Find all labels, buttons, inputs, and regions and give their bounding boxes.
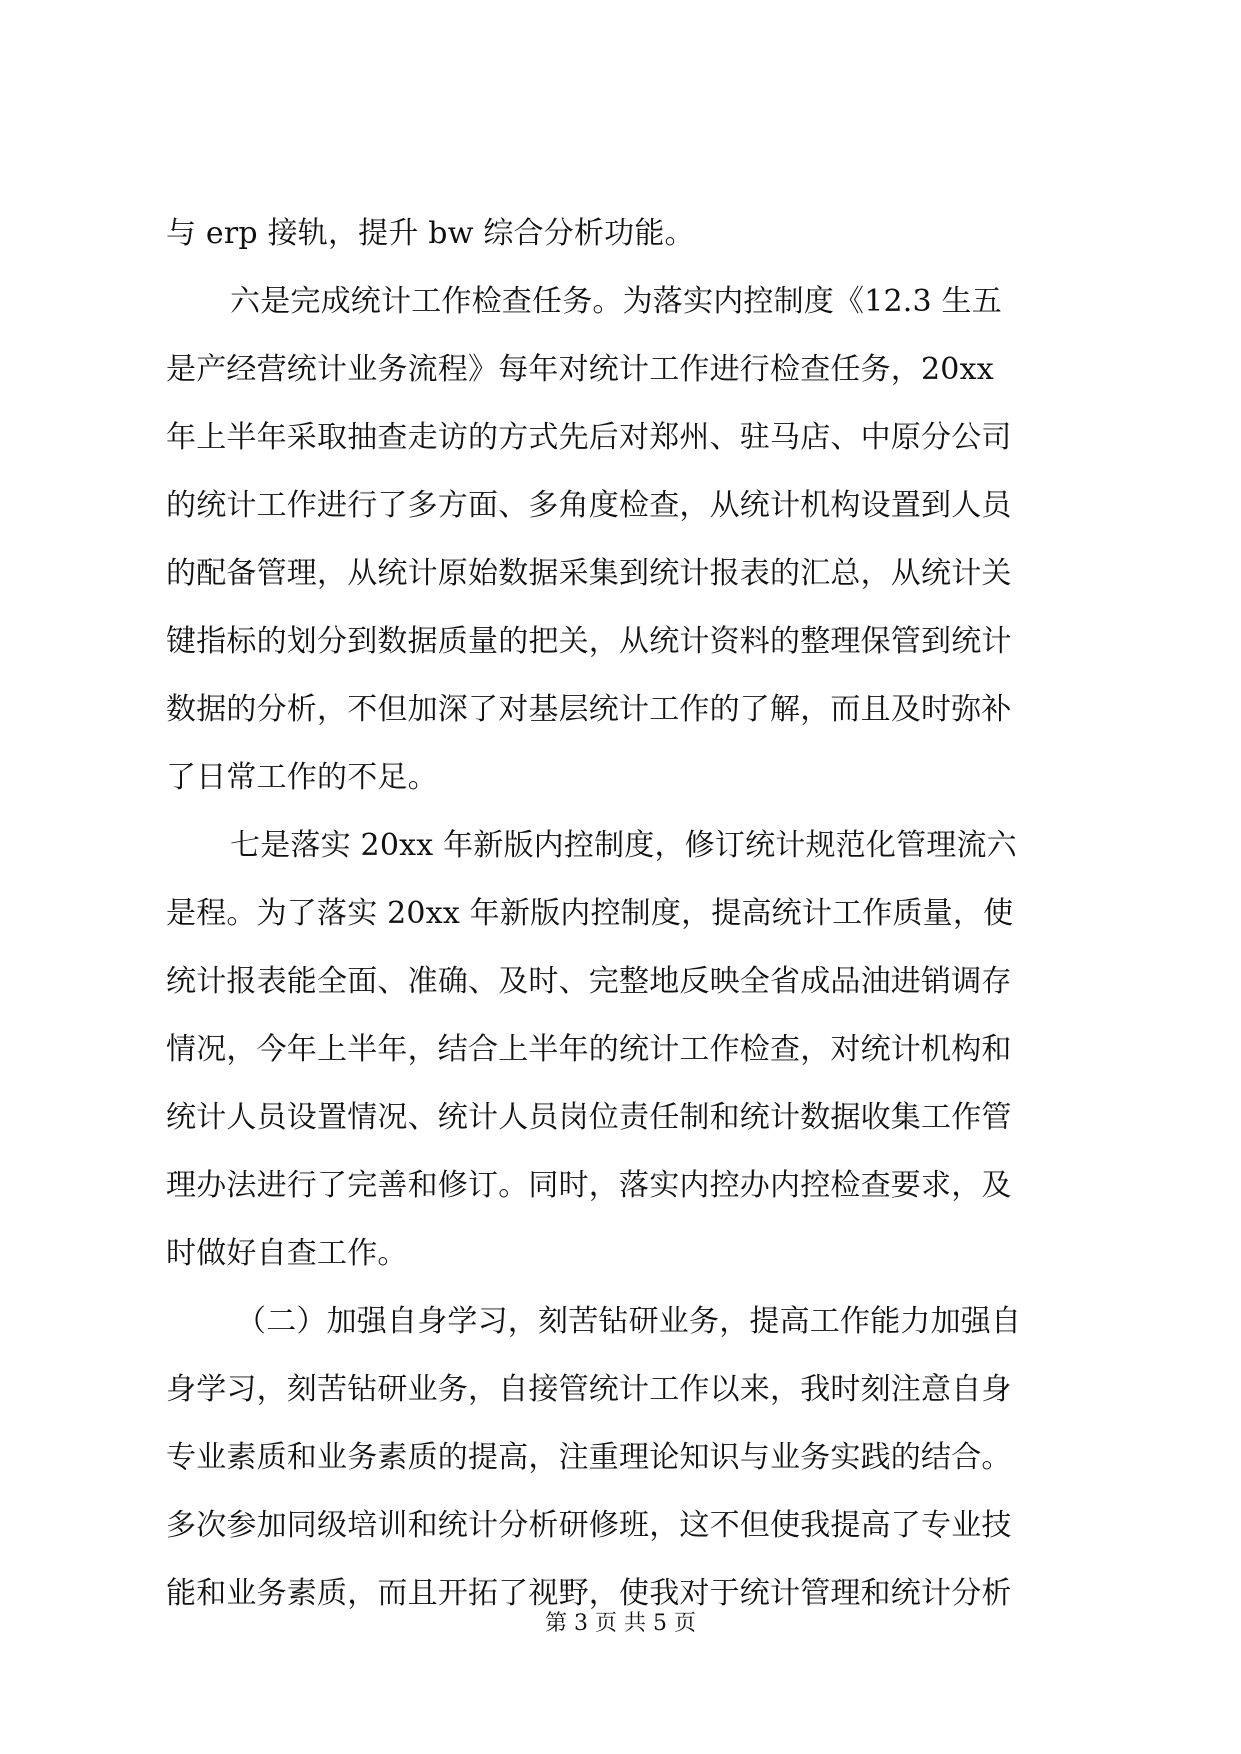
text-line: 能和业务素质，而且开拓了视野，使我对于统计管理和统计分析 bbox=[166, 1576, 1012, 1611]
paragraph-start-line: 七是落实 20xx 年新版内控制度，修订统计规范化管理流六 bbox=[230, 828, 1017, 863]
text-line: 了日常工作的不足。 bbox=[166, 760, 438, 795]
text-line: 是程。为了落实 20xx 年新版内控制度，提高统计工作质量，使 bbox=[166, 896, 1014, 931]
text-line: 情况，今年上半年，结合上半年的统计工作检查，对统计机构和 bbox=[166, 1032, 1012, 1067]
text-line: 身学习，刻苦钻研业务，自接管统计工作以来，我时刻注意自身 bbox=[166, 1372, 1012, 1407]
page-number-text: 第 3 页 共 5 页 bbox=[545, 1611, 696, 1636]
text-line: 的统计工作进行了多方面、多角度检查，从统计机构设置到人员 bbox=[166, 488, 1012, 523]
text-line: 数据的分析，不但加深了对基层统计工作的了解，而且及时弥补 bbox=[166, 692, 1012, 727]
paragraph-start-line: 六是完成统计工作检查任务。为落实内控制度《12.3 生五 bbox=[230, 284, 1002, 319]
text-line: 统计报表能全面、准确、及时、完整地反映全省成品油进销调存 bbox=[166, 964, 1012, 999]
text-line: 多次参加同级培训和统计分析研修班，这不但使我提高了专业技 bbox=[166, 1508, 1012, 1543]
text-line: 统计人员设置情况、统计人员岗位责任制和统计数据收集工作管 bbox=[166, 1100, 1012, 1135]
text-line: 的配备管理，从统计原始数据采集到统计报表的汇总，从统计关 bbox=[166, 556, 1012, 591]
text-line: 与 erp 接轨，提升 bw 综合分析功能。 bbox=[166, 216, 695, 251]
section-heading-line: （二）加强自身学习，刻苦钻研业务，提高工作能力加强自 bbox=[236, 1304, 1022, 1339]
document-body bbox=[166, 200, 1086, 1628]
text-line: 是产经营统计业务流程》每年对统计工作进行检查任务，20xx bbox=[166, 352, 994, 387]
text-line: 理办法进行了完善和修订。同时，落实内控办内控检查要求，及 bbox=[166, 1168, 1012, 1203]
text-line: 年上半年采取抽查走访的方式先后对郑州、驻马店、中原分公司 bbox=[166, 420, 1012, 455]
text-line: 键指标的划分到数据质量的把关，从统计资料的整理保管到统计 bbox=[166, 624, 1012, 659]
text-line: 专业素质和业务素质的提高，注重理论知识与业务实践的结合。 bbox=[166, 1440, 1012, 1475]
page-footer bbox=[0, 1608, 1241, 1640]
text-line: 时做好自查工作。 bbox=[166, 1236, 408, 1271]
